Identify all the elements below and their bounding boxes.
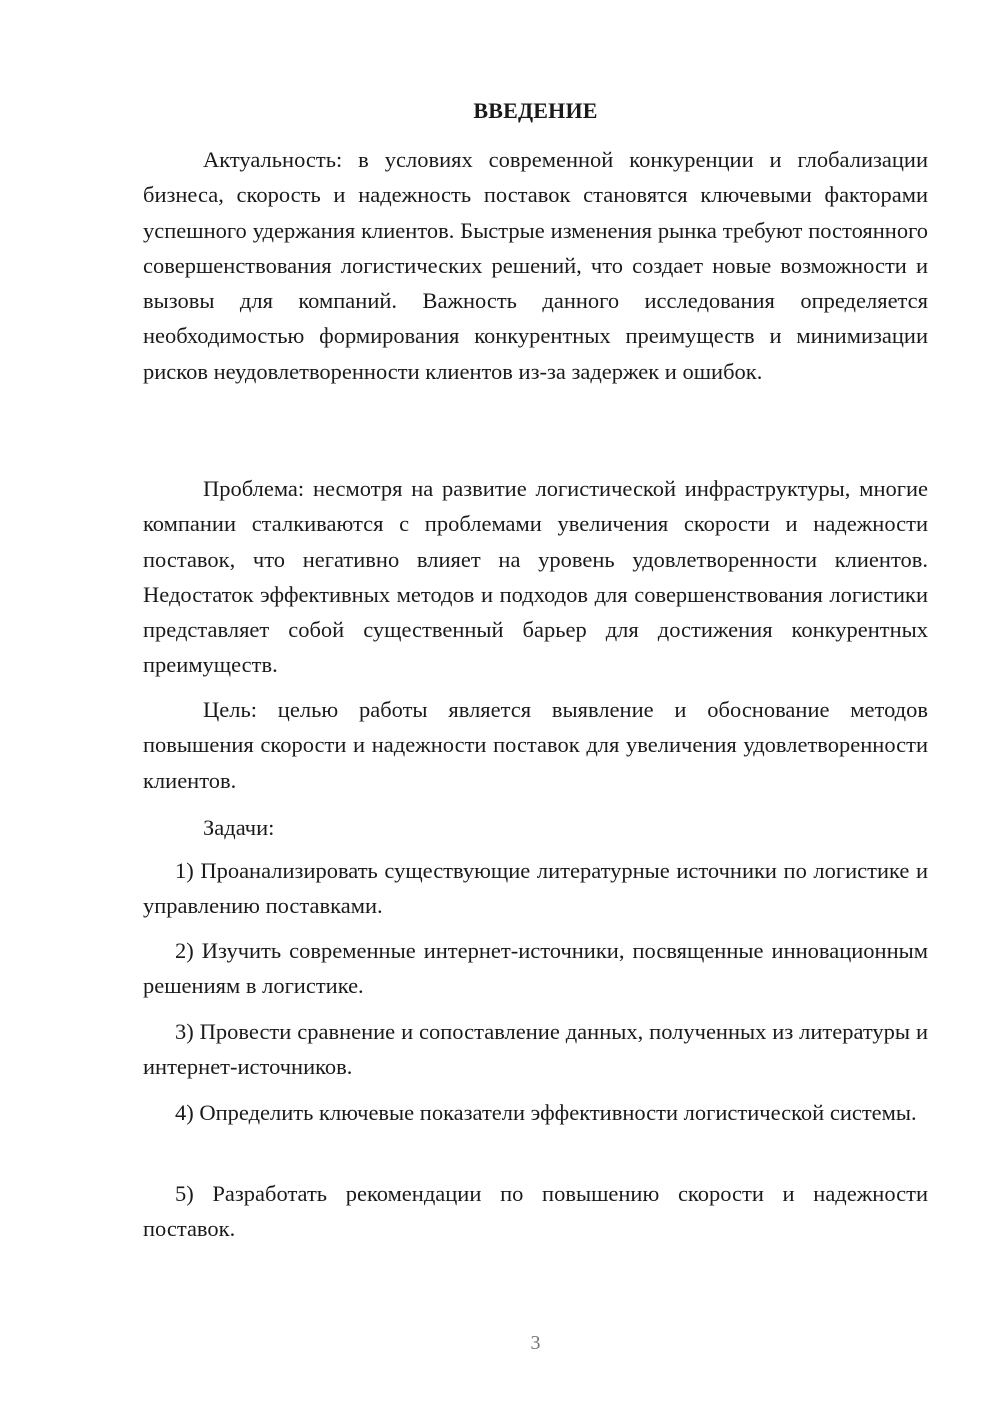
- task-item-3: 3) Провести сравнение и сопоставление данных, полученных из литературы и интернет-источников.: [143, 1019, 928, 1080]
- tasks-heading: Задачи:: [203, 815, 275, 840]
- task-item-1: 1) Проанализировать существующие литературные источники по логистике и управлению поставками.: [143, 858, 928, 919]
- paragraph-problem: Проблема: несмотря на развитие логистической инфраструктуры, многие компании сталкиваются с проблемами увеличения скорости и надежности поставок, что негативно влияет на уровень удовлетворенности клиентов. Недостаток эффективных методов и подходов для совершенствования логистики представляет собой существенный барьер для достижения конкурентных преимуществ.: [143, 476, 928, 678]
- page-number: 3: [530, 1332, 541, 1354]
- task-item-2: 2) Изучить современные интернет-источники, посвященные инновационным решениям в логистике.: [143, 938, 928, 999]
- task-item-5: 5) Разработать рекомендации по повышению скорости и надежности поставок.: [143, 1181, 928, 1242]
- section-title: ВВЕДЕНИЕ: [473, 98, 598, 123]
- paragraph-relevance: Актуальность: в условиях современной конкуренции и глобализации бизнеса, скорость и надежность поставок становятся ключевыми факторами успешного удержания клиентов. Быстрые изменения рынка требуют постоянного совершенствования логистических решений, что создает новые возможности и вызовы для компаний. Важность данного исследования определяется необходимостью формирования конкурентных преимуществ и минимизации рисков неудовлетворенности клиентов из-за задержек и ошибок.: [143, 147, 928, 384]
- task-item-4: 4) Определить ключевые показатели эффективности логистической системы.: [175, 1100, 917, 1125]
- paragraph-goal: Цель: целью работы является выявление и обоснование методов повышения скорости и надежности поставок для увеличения удовлетворенности клиентов.: [143, 697, 928, 793]
